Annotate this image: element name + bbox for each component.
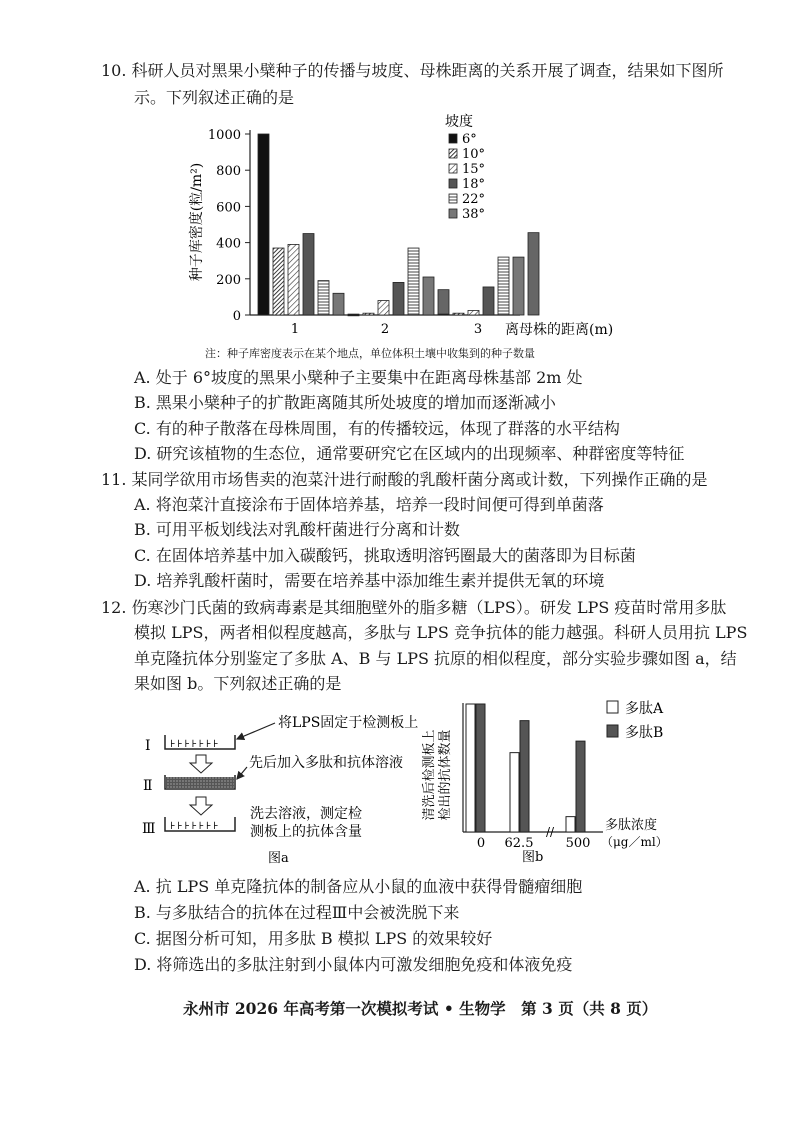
- q10-option-b: B. 黑果小檗种子的扩散距离随其所处坡度的增加而逐渐减小: [134, 393, 556, 412]
- chart1-xtick-label: 2: [380, 322, 390, 337]
- chart1-bar-3m-extra: [528, 233, 539, 315]
- chart1-legend-label: 22°: [462, 192, 486, 207]
- chart1-legend-swatch: [449, 209, 457, 218]
- step3-label-line2: 测板上的抗体含量: [250, 824, 362, 840]
- chart2-bar-62.5-A: [510, 753, 519, 832]
- chart1-bar-1m-22deg: [318, 281, 329, 315]
- q11-option-c: C. 在固体培养基中加入碳酸钙，挑取透明溶钙圈最大的菌落即为目标菌: [134, 546, 636, 565]
- chart2-ylabel-line2: 检出的抗体数量: [438, 729, 453, 821]
- chart1-ytick-label: 400: [216, 236, 241, 252]
- q12-option-d: D. 将筛选出的多肽注射到小鼠体内可激发细胞免疫和体液免疫: [134, 955, 573, 974]
- chart1-bar-3m-38deg: [513, 257, 524, 315]
- chart2-legend-swatch: [607, 701, 618, 713]
- chart1-xtick-label: 3: [473, 322, 483, 337]
- chart1-ytick-label: 0: [232, 309, 241, 324]
- seed-density-chart: [185, 112, 625, 347]
- chart2-xlabel-line1: 多肽浓度: [605, 818, 658, 833]
- q10-option-a: A. 处于 6°坡度的黑果小檗种子主要集中在距离母株基部 2m 处: [134, 368, 583, 387]
- q11-stem: 11. 某同学欲用市场售卖的泡菜汁进行耐酸的乳酸杆菌分离或计数，下列操作正确的是: [101, 470, 708, 489]
- fig-b-caption: 图b: [522, 850, 544, 865]
- chart1-ylabel: 种子库密度(粒/m²): [189, 162, 205, 282]
- step1-label: 将LPS固定于检测板上: [278, 715, 419, 731]
- step2-label: 先后加入多肽和抗体溶液: [249, 755, 403, 771]
- chart2-xlabel-line2: （μg／ml）: [601, 835, 668, 849]
- chart1-legend-label: 38°: [462, 207, 486, 222]
- q12-stem-line1: 12. 伤寒沙门氏菌的致病毒素是其细胞壁外的脂多糖（LPS）。研发 LPS 疫苗时常用多肽: [101, 598, 727, 617]
- down-arrow-1: [190, 755, 212, 773]
- chart2-xtick-label: 62.5: [504, 836, 534, 851]
- q12-option-b: B. 与多肽结合的抗体在过程Ⅲ中会被洗脱下来: [134, 903, 460, 922]
- chart2-ylabel-line1: 清洗后检测板上: [422, 729, 437, 821]
- chart1-bar-3m-6deg: [438, 314, 449, 315]
- chart1-legend-swatch: [449, 134, 457, 143]
- chart1-bar-2m-6deg: [348, 314, 359, 315]
- chart2-bar-500-A: [566, 817, 575, 832]
- fig-a-caption: 图a: [268, 851, 289, 866]
- step1-roman: Ⅰ: [145, 738, 151, 754]
- step3-label-line1: 洗去溶液，测定检: [250, 806, 362, 822]
- q12-option-c: C. 据图分析可知，用多肽 B 模拟 LPS 的效果较好: [134, 929, 493, 948]
- chart2-bar-0-B: [476, 704, 485, 832]
- step3-roman: Ⅲ: [142, 821, 156, 837]
- chart1-ytick-label: 600: [216, 200, 241, 216]
- chart1-legend-swatch: [449, 149, 457, 158]
- chart2-bar-0-A: [466, 704, 475, 832]
- chart1-bar-3m-22deg: [498, 257, 509, 315]
- chart1-bar-3m-15deg: [468, 310, 479, 315]
- chart1-legend-swatch: [449, 194, 457, 203]
- q10-chart-note: 注：种子库密度表示在某个地点，单位体积土壤中收集到的种子数量: [205, 347, 535, 360]
- chart2-legend-label: 多肽A: [625, 701, 664, 717]
- chart1-bar-2m-extra: [438, 290, 449, 315]
- q11-option-d: D. 培养乳酸杆菌时，需要在培养基中添加维生素并提供无氧的环境: [134, 571, 605, 590]
- step2-roman: Ⅱ: [143, 778, 153, 794]
- chart1-bar-1m-10deg: [273, 248, 284, 315]
- axis-break-mark: //: [546, 825, 555, 839]
- chart1-bar-1m-38deg: [333, 293, 344, 315]
- q11-option-a: A. 将泡菜汁直接涂布于固体培养基，培养一段时间便可得到单菌落: [134, 495, 604, 514]
- chart1-legend-label: 15°: [462, 162, 486, 177]
- chart1-bar-1m-18deg: [303, 234, 314, 315]
- chart1-bar-2m-10deg: [363, 313, 374, 315]
- q11-option-b: B. 可用平板划线法对乳酸杆菌进行分离和计数: [134, 520, 460, 539]
- chart1-ytick-label: 200: [216, 272, 241, 288]
- chart1-ytick-label: 800: [216, 164, 241, 180]
- q12-option-a: A. 抗 LPS 单克隆抗体的制备应从小鼠的血液中获得骨髓瘤细胞: [134, 877, 583, 896]
- chart1-xtick-label: 1: [290, 322, 300, 337]
- chart1-legend-label: 10°: [462, 147, 486, 162]
- down-arrow-2: [190, 797, 212, 815]
- chart2-legend-swatch: [607, 725, 618, 737]
- q12-stem-line3: 单克隆抗体分别鉴定了多肽 A、B 与 LPS 抗原的相似程度，部分实验步骤如图 a，结: [134, 649, 737, 668]
- q10-option-c: C. 有的种子散落在母株周围，有的传播较远，体现了群落的水平结构: [134, 419, 620, 438]
- q10-stem-line1: 10. 科研人员对黑果小檗种子的传播与坡度、母株距离的关系开展了调查，结果如下图所: [101, 61, 724, 80]
- chart1-legend-label: 18°: [462, 177, 486, 192]
- chart1-legend-swatch: [449, 179, 457, 188]
- chart1-bar-3m-10deg: [453, 313, 464, 315]
- chart2-xtick-label: 500: [565, 836, 591, 851]
- chart2-legend-label: 多肽B: [625, 725, 664, 741]
- chart2-xtick-label: 0: [476, 836, 486, 851]
- chart1-legend-swatch: [449, 164, 457, 173]
- q10-option-d: D. 研究该植物的生态位，通常要研究它在区域内的出现频率、种群密度等特征: [134, 444, 685, 463]
- chart1-bar-2m-18deg: [393, 282, 404, 315]
- chart1-bar-2m-15deg: [378, 301, 389, 315]
- figure-b: [415, 695, 695, 870]
- chart2-bar-62.5-B: [520, 721, 529, 832]
- page-footer: 永州市 2026 年高考第一次模拟考试 • 生物学 第 3 页（共 8 页）: [183, 999, 658, 1018]
- step3-lps-marks: ⊦⊦⊦⊦⊦⊦⊦: [170, 821, 221, 832]
- q12-stem-line2: 模拟 LPS，两者相似程度越高，多肽与 LPS 竞争抗体的能力越强。科研人员用抗 LPS: [134, 623, 748, 642]
- chart1-bar-1m-6deg: [258, 134, 269, 315]
- step1-pointer: [237, 723, 275, 739]
- q10-stem-line2: 示。下列叙述正确的是: [134, 88, 295, 107]
- chart1-bar-1m-15deg: [288, 244, 299, 315]
- step2-solution: [166, 777, 234, 788]
- chart1-bar-2m-22deg: [408, 248, 419, 315]
- chart1-legend-label: 6°: [462, 132, 477, 147]
- chart1-ytick-label: 1000: [207, 128, 241, 143]
- chart1-bar-2m-38deg: [423, 277, 434, 315]
- step1-lps-marks: ⊦⊦⊦⊦⊦⊦⊦: [170, 739, 221, 750]
- figure-a: [140, 705, 430, 870]
- chart1-xlabel: 离母株的距离(m): [505, 322, 614, 338]
- q12-stem-line4: 果如图 b。下列叙述正确的是: [134, 674, 342, 693]
- chart1-legend-title: 坡度: [445, 114, 473, 130]
- step2-pointer: [237, 767, 247, 779]
- chart1-bar-3m-18deg: [483, 287, 494, 315]
- chart2-bar-500-B: [576, 741, 585, 832]
